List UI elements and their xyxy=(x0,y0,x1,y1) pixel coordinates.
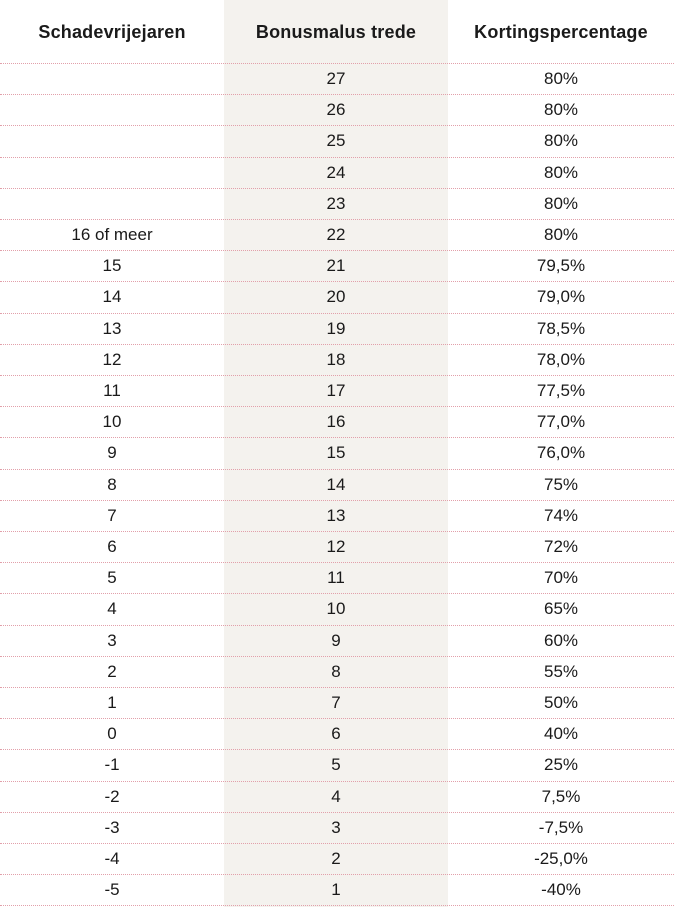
bonus-malus-step-cell: 20 xyxy=(326,287,346,307)
header-claim-free-years: Schadevrijejaren xyxy=(38,22,186,42)
claim-free-years-value: 6 xyxy=(107,537,117,557)
discount-percentage-cell: -7,5% xyxy=(538,817,584,837)
claim-free-years-cell xyxy=(0,844,224,874)
claim-free-years-cell xyxy=(0,126,224,156)
bonus-malus-step-cell: 22 xyxy=(326,225,346,245)
claim-free-years-cell xyxy=(0,64,224,94)
claim-free-years-cell xyxy=(0,657,224,687)
bonus-malus-step-cell: 2 xyxy=(331,849,341,869)
claim-free-years-value: 7 xyxy=(107,505,117,525)
claim-free-years-cell xyxy=(0,251,224,281)
claim-free-years-cell xyxy=(0,532,224,562)
discount-percentage-cell: 80% xyxy=(543,69,579,89)
table-row xyxy=(0,189,674,220)
discount-percentage-cell: 25% xyxy=(543,755,579,775)
claim-free-years-value: 8 xyxy=(107,474,117,494)
claim-free-years-value: 0 xyxy=(107,724,117,744)
table-row xyxy=(0,594,674,625)
bonus-malus-step-cell: 25 xyxy=(326,131,346,151)
claim-free-years-value: 16 of meer xyxy=(71,225,153,245)
claim-free-years-cell xyxy=(0,282,224,312)
discount-percentage-cell: -40% xyxy=(541,880,581,900)
table-row xyxy=(0,470,674,501)
discount-percentage-cell: 72% xyxy=(543,537,579,557)
bonus-malus-step-cell: 16 xyxy=(326,412,346,432)
claim-free-years-cell xyxy=(0,719,224,749)
claim-free-years-cell xyxy=(0,345,224,375)
table-row xyxy=(0,750,674,781)
discount-percentage-cell: 55% xyxy=(543,661,579,681)
claim-free-years-value: 15 xyxy=(102,256,122,276)
discount-percentage-cell: 80% xyxy=(543,131,579,151)
table-row xyxy=(0,438,674,469)
discount-percentage-cell: 60% xyxy=(543,630,579,650)
claim-free-years-cell xyxy=(0,158,224,188)
bonus-malus-step-cell: 7 xyxy=(331,693,341,713)
table-row xyxy=(0,345,674,376)
claim-free-years-cell xyxy=(0,626,224,656)
discount-percentage-cell: 80% xyxy=(543,225,579,245)
bonus-malus-step-cell: 24 xyxy=(326,162,346,182)
table-row xyxy=(0,282,674,313)
bonus-malus-step-cell: 14 xyxy=(326,474,346,494)
table-row xyxy=(0,314,674,345)
claim-free-years-cell xyxy=(0,813,224,843)
bonus-malus-step-cell: 4 xyxy=(331,786,341,806)
claim-free-years-cell xyxy=(0,750,224,780)
claim-free-years-cell xyxy=(0,376,224,406)
bonus-malus-step-cell: 18 xyxy=(326,349,346,369)
header-bonus-malus-step: Bonusmalus trede xyxy=(255,22,417,42)
discount-percentage-cell: 80% xyxy=(543,100,579,120)
bonus-malus-step-cell: 23 xyxy=(326,193,346,213)
bonus-malus-step-cell: 27 xyxy=(326,69,346,89)
bonus-malus-step-cell: 8 xyxy=(331,661,341,681)
table-row xyxy=(0,251,674,282)
claim-free-years-value: 4 xyxy=(107,599,117,619)
claim-free-years-value: -2 xyxy=(104,786,120,806)
claim-free-years-cell xyxy=(0,594,224,624)
claim-free-years-value: 14 xyxy=(102,287,122,307)
claim-free-years-value: 13 xyxy=(102,318,122,338)
bonus-malus-step-cell: 9 xyxy=(331,630,341,650)
discount-percentage-cell: 40% xyxy=(543,724,579,744)
claim-free-years-value: 10 xyxy=(102,412,122,432)
claim-free-years-value: -5 xyxy=(104,880,120,900)
discount-percentage-cell: 50% xyxy=(543,693,579,713)
bonus-malus-step-cell: 1 xyxy=(331,880,341,900)
claim-free-years-value: 5 xyxy=(107,568,117,588)
table-row xyxy=(0,126,674,157)
claim-free-years-cell xyxy=(0,438,224,468)
table-row xyxy=(0,220,674,251)
bonus-malus-step-cell: 19 xyxy=(326,318,346,338)
discount-percentage-cell: 7,5% xyxy=(541,786,581,806)
claim-free-years-value: 2 xyxy=(107,661,117,681)
bonus-malus-step-cell: 13 xyxy=(326,505,346,525)
claim-free-years-cell xyxy=(0,407,224,437)
claim-free-years-value: 3 xyxy=(107,630,117,650)
table-row xyxy=(0,64,674,95)
bonus-malus-step-cell: 10 xyxy=(326,599,346,619)
bonus-malus-step-cell: 3 xyxy=(331,817,341,837)
claim-free-years-value: 9 xyxy=(107,443,117,463)
table-row xyxy=(0,376,674,407)
claim-free-years-value: 12 xyxy=(102,349,122,369)
bonus-malus-step-cell: 17 xyxy=(326,381,346,401)
table-row xyxy=(0,563,674,594)
discount-percentage-cell: 74% xyxy=(543,505,579,525)
claim-free-years-value: 1 xyxy=(107,693,117,713)
discount-percentage-cell: 70% xyxy=(543,568,579,588)
bonus-malus-step-cell: 21 xyxy=(326,256,346,276)
discount-percentage-cell: 65% xyxy=(543,599,579,619)
table-row xyxy=(0,719,674,750)
discount-percentage-cell: 78,0% xyxy=(536,349,586,369)
claim-free-years-cell xyxy=(0,314,224,344)
discount-percentage-cell: 79,0% xyxy=(536,287,586,307)
claim-free-years-value: 11 xyxy=(103,381,121,401)
claim-free-years-value: -3 xyxy=(104,817,120,837)
bonus-malus-step-cell: 12 xyxy=(326,537,346,557)
claim-free-years-cell xyxy=(0,95,224,125)
claim-free-years-cell xyxy=(0,470,224,500)
discount-percentage-cell: 79,5% xyxy=(536,256,586,276)
table-row xyxy=(0,95,674,126)
claim-free-years-value: -1 xyxy=(104,755,120,775)
discount-percentage-cell: 77,5% xyxy=(536,381,586,401)
header-discount-percentage: Kortingspercentage xyxy=(474,22,648,42)
claim-free-years-cell xyxy=(0,220,224,250)
discount-percentage-cell: -25,0% xyxy=(534,849,588,869)
claim-free-years-cell xyxy=(0,782,224,812)
table-row xyxy=(0,844,674,875)
discount-percentage-cell: 78,5% xyxy=(536,318,586,338)
table-row xyxy=(0,782,674,813)
claim-free-years-cell xyxy=(0,563,224,593)
table-row xyxy=(0,875,674,906)
discount-percentage-cell: 80% xyxy=(543,193,579,213)
bonus-malus-step-cell: 15 xyxy=(326,443,346,463)
table-row xyxy=(0,688,674,719)
table-row xyxy=(0,626,674,657)
discount-percentage-cell: 76,0% xyxy=(536,443,586,463)
claim-free-years-cell xyxy=(0,189,224,219)
table-row xyxy=(0,158,674,189)
table-row xyxy=(0,657,674,688)
table-header-row xyxy=(0,0,674,64)
discount-percentage-cell: 80% xyxy=(543,162,579,182)
table-row xyxy=(0,813,674,844)
claim-free-years-value: -4 xyxy=(104,849,120,869)
claim-free-years-cell xyxy=(0,875,224,905)
bonus-malus-step-cell: 26 xyxy=(326,100,346,120)
table-row xyxy=(0,532,674,563)
claim-free-years-cell xyxy=(0,688,224,718)
table-row xyxy=(0,407,674,438)
bonus-malus-step-cell: 11 xyxy=(327,568,345,588)
table-row xyxy=(0,501,674,532)
discount-percentage-cell: 75% xyxy=(543,474,579,494)
claim-free-years-cell xyxy=(0,501,224,531)
discount-percentage-cell: 77,0% xyxy=(536,412,586,432)
bonus-malus-step-cell: 5 xyxy=(331,755,341,775)
bonus-malus-step-cell: 6 xyxy=(331,724,341,744)
